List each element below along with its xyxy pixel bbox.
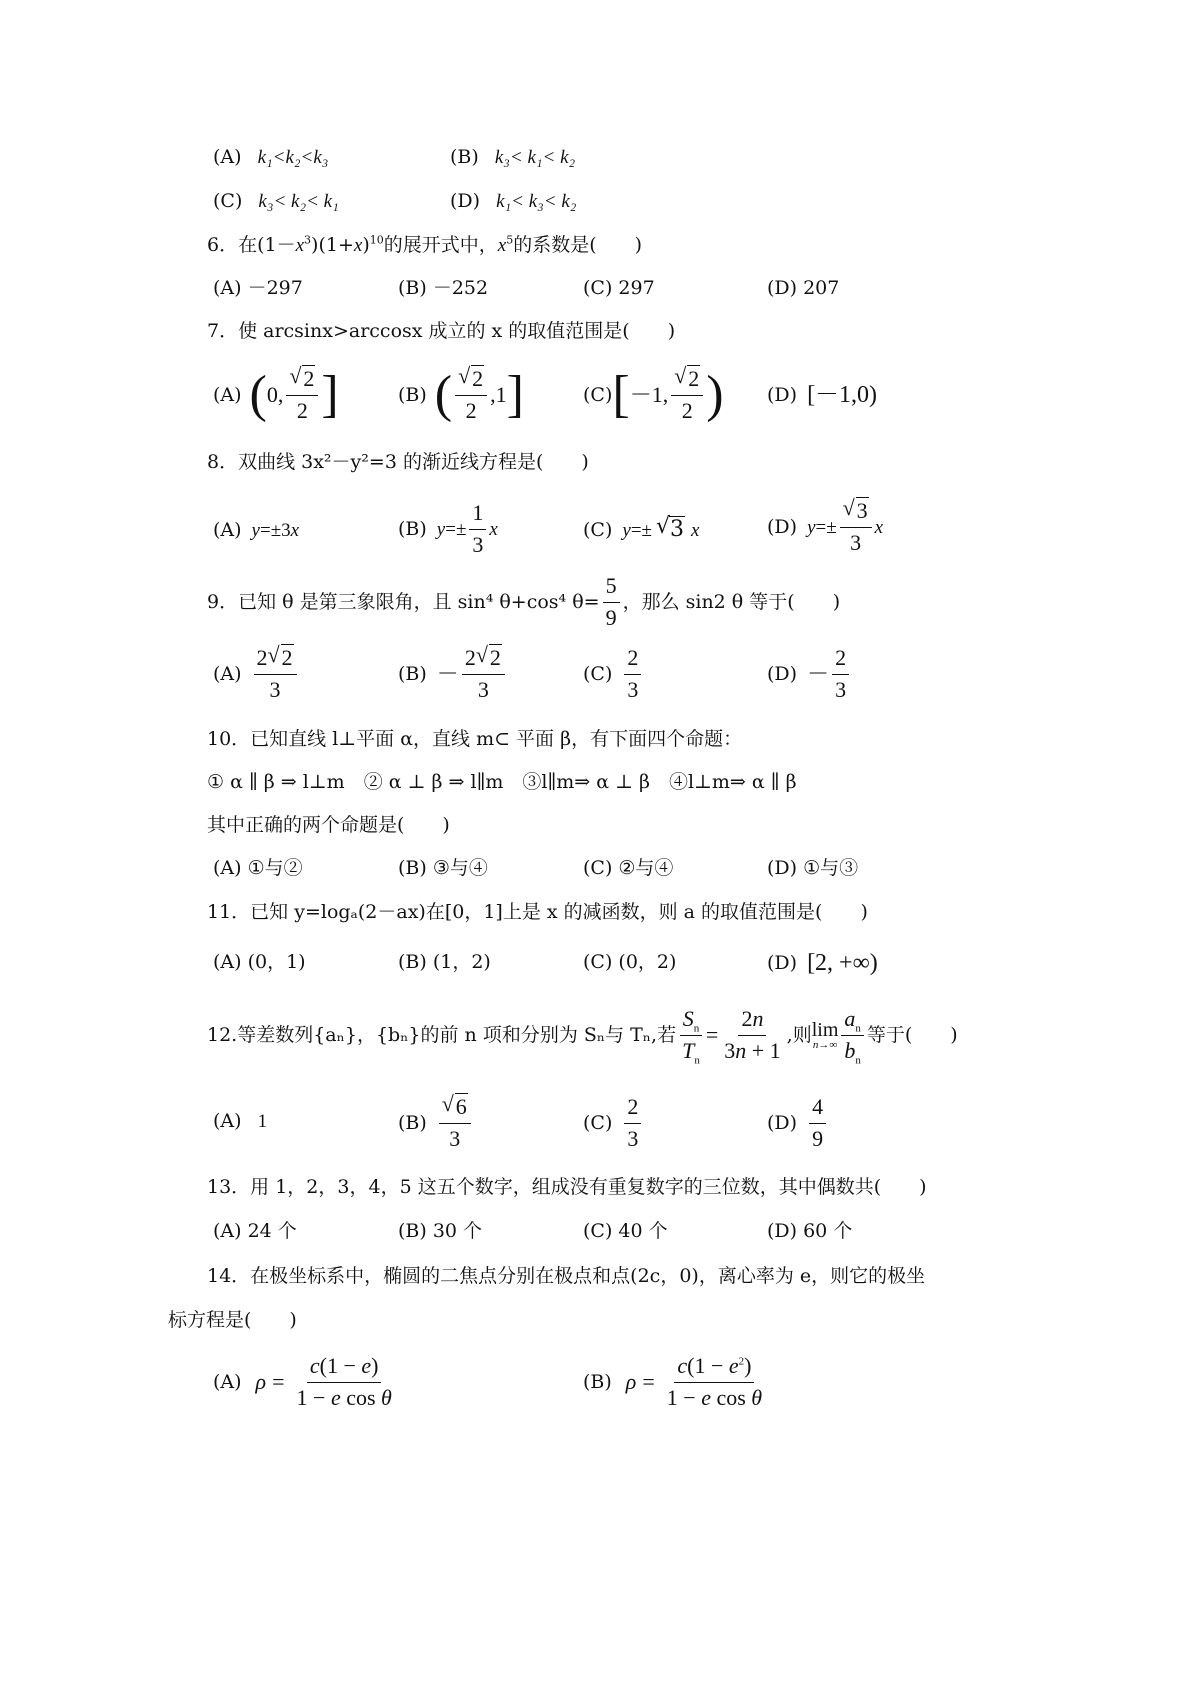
q5-d-label: (D) xyxy=(450,190,481,212)
q12-stem-b: ,则 xyxy=(786,1023,812,1046)
q9-option-d: (D) － $\frac{2}{3}$ xyxy=(767,645,852,703)
q10-option-b: (B) ③与④ xyxy=(398,857,488,879)
q10-stem: 10．已知直线 l⊥平面 α，直线 m⊂ 平面 β，有下面四个命题： xyxy=(207,728,743,750)
q12-option-a xyxy=(213,1112,267,1131)
q7-option-a: (A) ( 0, √ $\frac{2}{2}$ ] xyxy=(213,360,339,430)
q12-stem-a: 12.等差数列{aₙ}，{bₙ}的前 n 项和分别为 Sₙ与 Tₙ,若 xyxy=(207,1023,677,1046)
q5-option-d xyxy=(450,192,576,211)
q9-stem: 9．已知 θ 是第三象限角，且 sin⁴ θ+cos⁴ θ= $\frac{5}{9}$ ，那么 sin2 θ 等于( ) xyxy=(207,573,841,630)
q10-option-d: (D) ①与③ xyxy=(767,857,859,879)
q5-option-c xyxy=(213,192,339,211)
q12-option-c: (C) $\frac{2}{3}$ xyxy=(583,1094,644,1152)
q12-stem-c: 等于( ) xyxy=(866,1023,958,1046)
q9-stem-b: ，那么 sin2 θ 等于( ) xyxy=(622,590,841,613)
q10-option-a: (A) ①与② xyxy=(213,857,303,879)
q11-option-d: (D) [2, +∞) xyxy=(767,950,878,976)
q9-option-b: (B) － $\frac{2√ 2}{3}$ xyxy=(398,645,508,703)
q11-option-c: (C) (0，2) xyxy=(583,951,677,973)
q7-option-b: (B) ( √ $\frac{2}{2}$ ,1 ] xyxy=(398,360,524,430)
q13-stem: 13．用 1，2，3，4，5 这五个数字，组成没有重复数字的三位数，其中偶数共( ) xyxy=(207,1176,927,1198)
q5-option-b xyxy=(450,148,575,167)
q12-a-text: 1 xyxy=(257,1111,268,1132)
q12-stem: 12.等差数列{aₙ}，{bₙ}的前 n 项和分别为 Sₙ与 Tₙ,若 $\frac{S_n}{T_n}$ = $\frac{2n}{3n + 1}$ ,则 lim n→∞ $\frac{a_n}{b_n}$ 等于( ) xyxy=(207,1006,958,1066)
q10-propositions: ① α ∥ β ⇒ l⊥m ② α ⊥ β ⇒ l∥m ③l∥m⇒ α ⊥ β ④l⊥m⇒ α ∥ β xyxy=(207,771,797,793)
q6-mid2: ) xyxy=(362,234,370,256)
q6-option-b: (B) －252 xyxy=(398,277,489,299)
q13-option-c: (C) 40 个 xyxy=(583,1220,668,1242)
q5-b-text: k₃< k₁< k₂ xyxy=(494,147,576,168)
q6-prefix: 6．在(1－ xyxy=(207,234,296,256)
q5-b-label: (B) xyxy=(450,146,479,168)
q6-option-c: (C) 297 xyxy=(583,277,655,299)
q5-d-text: k₁< k₃< k₂ xyxy=(496,191,577,212)
q9-option-c: (C) $\frac{2}{3}$ xyxy=(583,645,644,703)
q11-stem: 11．已知 y=logₐ(2－ax)在[0，1]上是 x 的减函数，则 a 的取值范围是( ) xyxy=(207,901,868,923)
q8-option-c: (C) y =± √ 3 x xyxy=(583,505,699,555)
q5-a-label: (A) xyxy=(213,146,242,168)
q14-b-label: (B) xyxy=(583,1370,612,1393)
q5-c-label: (C) xyxy=(213,190,243,212)
q6-suffix: 的系数是( ) xyxy=(513,234,643,256)
q11-option-b: (B) (1，2) xyxy=(398,951,491,973)
q14-stem-line1: 14．在极坐标系中，椭圆的二焦点分别在极点和点(2c，0)，离心率为 e，则它的极坐 xyxy=(207,1265,926,1287)
q9-b-label: (B) xyxy=(398,662,427,685)
q7-c-label: (C) xyxy=(583,383,613,406)
q12-c-label: (C) xyxy=(583,1111,613,1134)
q14-option-b: (B) ρ = $\frac{c(1 - e^2)}{\text{1 − e cos θ}}$ xyxy=(583,1353,763,1410)
q14-option-a: (A) ρ = $\frac{c(1 - e)}{\text{1 − e cos θ}}$ xyxy=(213,1353,392,1410)
q5-option-a xyxy=(213,148,328,167)
q8-b-label: (B) xyxy=(398,517,427,540)
q13-option-d: (D) 60 个 xyxy=(767,1220,853,1242)
q6-option-a: (A) －297 xyxy=(213,277,303,299)
q7-stem: 7．使 arcsinx>arccosx 成立的 x 的取值范围是( ) xyxy=(207,320,676,342)
q9-d-label: (D) xyxy=(767,662,798,685)
q11-option-a: (A) (0，1) xyxy=(213,951,306,973)
q10-ask: 其中正确的两个命题是( ) xyxy=(207,814,450,836)
q5-a-text: k₁<k₂<k₃ xyxy=(257,147,329,168)
q12-option-b: (B) √ $\frac{6}{3}$ xyxy=(398,1094,474,1152)
q8-option-b: (B) y =± $\frac{1}{3}$ x xyxy=(398,500,498,557)
q9-option-a: (A) $\frac{2√ 2}{3}$ xyxy=(213,645,300,703)
q9-stem-a: 9．已知 θ 是第三象限角，且 sin⁴ θ+cos⁴ θ= xyxy=(207,590,600,613)
q12-option-d: (D) $\frac{4}{9}$ xyxy=(767,1094,829,1152)
q8-stem: 8．双曲线 3x²－y²=3 的渐近线方程是( ) xyxy=(207,451,589,473)
q13-option-b: (B) 30 个 xyxy=(398,1220,483,1242)
q12-d-label: (D) xyxy=(767,1111,798,1134)
q8-option-d: (D) y =± √ $\frac{3}{3}$ x xyxy=(767,495,883,559)
q8-d-label: (D) xyxy=(767,515,798,538)
q7-d-label: (D) xyxy=(767,383,798,406)
q13-option-a: (A) 24 个 xyxy=(213,1220,297,1242)
q12-a-label: (A) xyxy=(213,1110,242,1132)
q6-option-d: (D) 207 xyxy=(767,277,840,299)
q6-mid1: )(1+ xyxy=(311,234,354,256)
q7-a-label: (A) xyxy=(213,383,242,406)
q9-a-label: (A) xyxy=(213,662,242,685)
q7-b-label: (B) xyxy=(398,383,427,406)
q11-d-label: (D) xyxy=(767,951,798,974)
q5-c-text: k₃< k₂< k₁ xyxy=(258,191,339,212)
q7-option-d: (D) [－1,0) xyxy=(767,382,878,408)
q10-option-c: (C) ②与④ xyxy=(583,857,674,879)
q14-stem-line2: 标方程是( ) xyxy=(168,1309,297,1331)
q12-b-label: (B) xyxy=(398,1111,427,1134)
q14-a-label: (A) xyxy=(213,1370,242,1393)
q7-option-c: (C) [ －1, √ $\frac{2}{2}$ ) xyxy=(583,360,724,430)
q8-c-label: (C) xyxy=(583,518,613,541)
q8-option-a: (A) y =±3 x xyxy=(213,518,300,541)
q9-c-label: (C) xyxy=(583,662,613,685)
q8-a-label: (A) xyxy=(213,518,242,541)
q6-stem: 6．在$(1-x^3)(1+x)^{10}$的展开式中，$x^5$的系数是( ) xyxy=(207,233,643,256)
q6-mid3: 的展开式中， xyxy=(383,234,498,256)
